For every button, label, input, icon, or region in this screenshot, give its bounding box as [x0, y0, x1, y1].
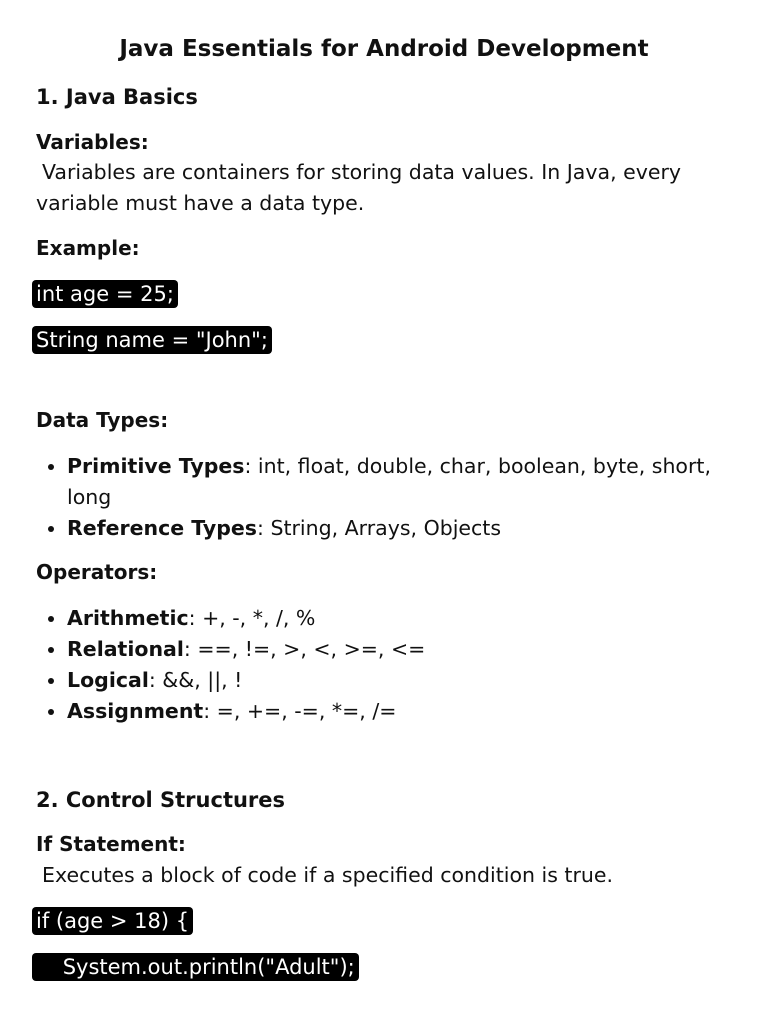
if-statement-heading: If Statement:	[36, 832, 186, 856]
code-line: String name = "John";	[32, 326, 272, 354]
list-item-term: Assignment	[67, 699, 204, 723]
list-item	[36, 665, 716, 696]
variables-description: Variables are containers for storing data values. In Java, every variable must have a data type.	[36, 160, 682, 215]
page-title: Java Essentials for Android Development	[119, 36, 649, 62]
variables-heading: Variables:	[36, 130, 149, 154]
list-item-term: Primitive Types	[67, 454, 245, 478]
section-heading-java-basics: 1. Java Basics	[36, 85, 198, 109]
list-item-term: Reference Types	[67, 516, 258, 540]
list-item-term: Arithmetic	[67, 606, 189, 630]
list-item-desc: : =, +=, -=, *=, /=	[203, 699, 397, 723]
operators-heading: Operators:	[36, 560, 158, 584]
list-item	[36, 696, 716, 727]
list-item-desc: : +, -, *, /, %	[188, 606, 316, 630]
list-item-term: Logical	[67, 668, 149, 692]
list-item-desc: : int, float, double, char, boolean, byte, short, long	[67, 454, 711, 509]
list-item-term: Relational	[67, 637, 184, 661]
section-heading-control-structures: 2. Control Structures	[36, 788, 286, 812]
list-item-desc: : ==, !=, >, <, >=, <=	[183, 637, 426, 661]
list-item	[36, 634, 716, 665]
if-statement-description: Executes a block of code if a specified condition is true.	[42, 863, 614, 887]
list-item	[36, 513, 716, 544]
list-item-desc: : &&, ||, !	[148, 668, 243, 692]
code-line: int age = 25;	[32, 280, 178, 308]
operators-list	[36, 603, 716, 727]
code-line: System.out.println("Adult");	[32, 953, 359, 981]
list-item-desc: : String, Arrays, Objects	[257, 516, 502, 540]
list-item	[36, 451, 716, 513]
data-types-list	[36, 451, 716, 544]
data-types-heading: Data Types:	[36, 408, 169, 432]
list-item	[36, 603, 716, 634]
example-label: Example:	[36, 236, 140, 260]
code-line: if (age > 18) {	[32, 907, 193, 935]
